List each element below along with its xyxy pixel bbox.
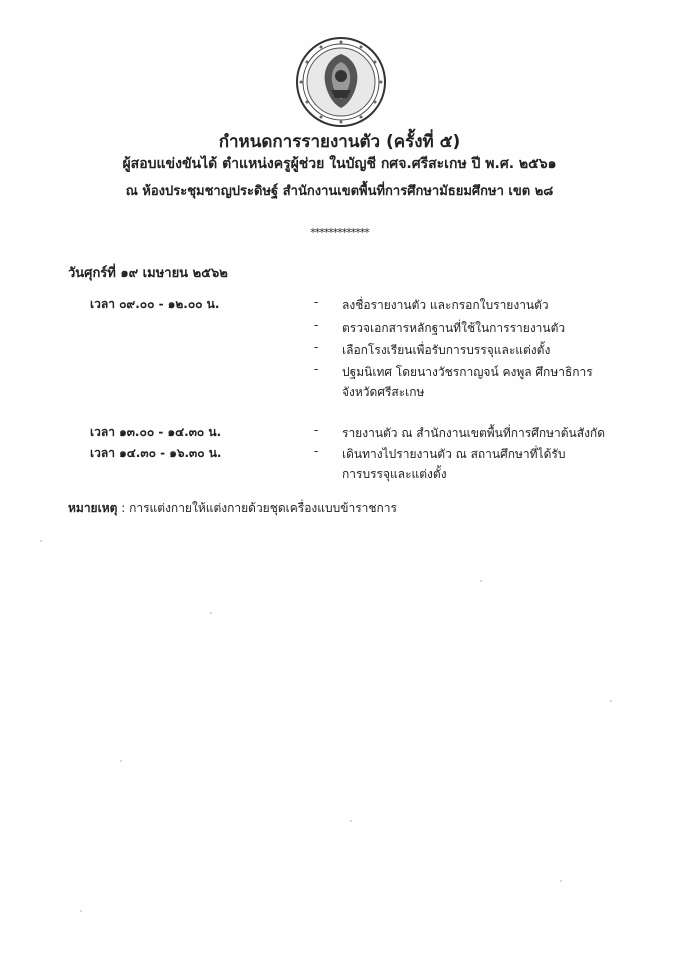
bullet-dash: - xyxy=(314,340,319,354)
session-3-item-1 xyxy=(314,444,566,484)
item-text-continued: การบรรจุและแต่งตั้ง xyxy=(342,467,447,481)
item-text: เดินทางไปรายงานตัว ณ สถานศึกษาที่ได้รับ xyxy=(342,447,566,461)
session-time-3: เวลา ๑๔.๓๐ - ๑๖.๓๐ น. xyxy=(90,446,222,460)
government-seal-icon xyxy=(293,34,389,130)
item-text-continued: จังหวัดศรีสะเกษ xyxy=(342,385,425,399)
scan-speck xyxy=(120,760,122,762)
note xyxy=(68,499,397,518)
scan-speck xyxy=(480,580,482,582)
session-time-2: เวลา ๑๓.๐๐ - ๑๔.๓๐ น. xyxy=(90,425,222,439)
scan-speck xyxy=(80,910,82,912)
session-1-item-3 xyxy=(314,340,551,360)
document-location: ณ ห้องประชุมชาญประดิษฐ์ สำนักงานเขตพื้นที่การศึกษามัธยมศึกษา เขต ๒๘ xyxy=(125,184,554,199)
schedule-date: วันศุกร์ที่ ๑๙ เมษายน ๒๕๖๒ xyxy=(68,266,228,281)
document-title: กำหนดการรายงานตัว (ครั้งที่ ๕) xyxy=(218,132,461,152)
scan-speck xyxy=(560,880,562,882)
item-text: ลงชื่อรายงานตัว และกรอกใบรายงานตัว xyxy=(342,298,549,312)
document-subtitle: ผู้สอบแข่งขันได้ ตำแหน่งครูผู้ช่วย ในบัญชี กศจ.ศรีสะเกษ ปี พ.ศ. ๒๕๖๑ xyxy=(122,156,557,172)
item-text: ตรวจเอกสารหลักฐานที่ใช้ในการรายงานตัว xyxy=(342,321,566,335)
session-1-item-1 xyxy=(314,295,549,315)
scan-speck xyxy=(40,540,42,542)
note-text: : การแต่งกายให้แต่งกายด้วยชุดเครื่องแบบข้าราชการ xyxy=(121,501,397,515)
note-label: หมายเหตุ xyxy=(68,501,118,515)
bullet-dash: - xyxy=(314,423,319,437)
scan-speck xyxy=(610,700,612,702)
separator-line: ************* xyxy=(310,226,369,239)
item-text: รายงานตัว ณ สำนักงานเขตพื้นที่การศึกษาต้นสังกัด xyxy=(342,426,605,440)
bullet-dash: - xyxy=(314,444,319,458)
scan-speck xyxy=(350,820,352,822)
session-2-item-1 xyxy=(314,423,605,443)
item-text: ปฐมนิเทศ โดยนางวัชรกาญจน์ คงพูล ศึกษาธิการ xyxy=(342,365,593,379)
item-text: เลือกโรงเรียนเพื่อรับการบรรจุและแต่งตั้ง xyxy=(342,343,551,357)
session-1-item-2 xyxy=(314,318,566,338)
session-1-item-4 xyxy=(314,362,593,402)
bullet-dash: - xyxy=(314,362,319,376)
bullet-dash: - xyxy=(314,295,319,309)
session-time-1: เวลา ๐๙.๐๐ - ๑๒.๐๐ น. xyxy=(90,297,220,311)
bullet-dash: - xyxy=(314,318,319,332)
scan-speck xyxy=(210,612,212,614)
